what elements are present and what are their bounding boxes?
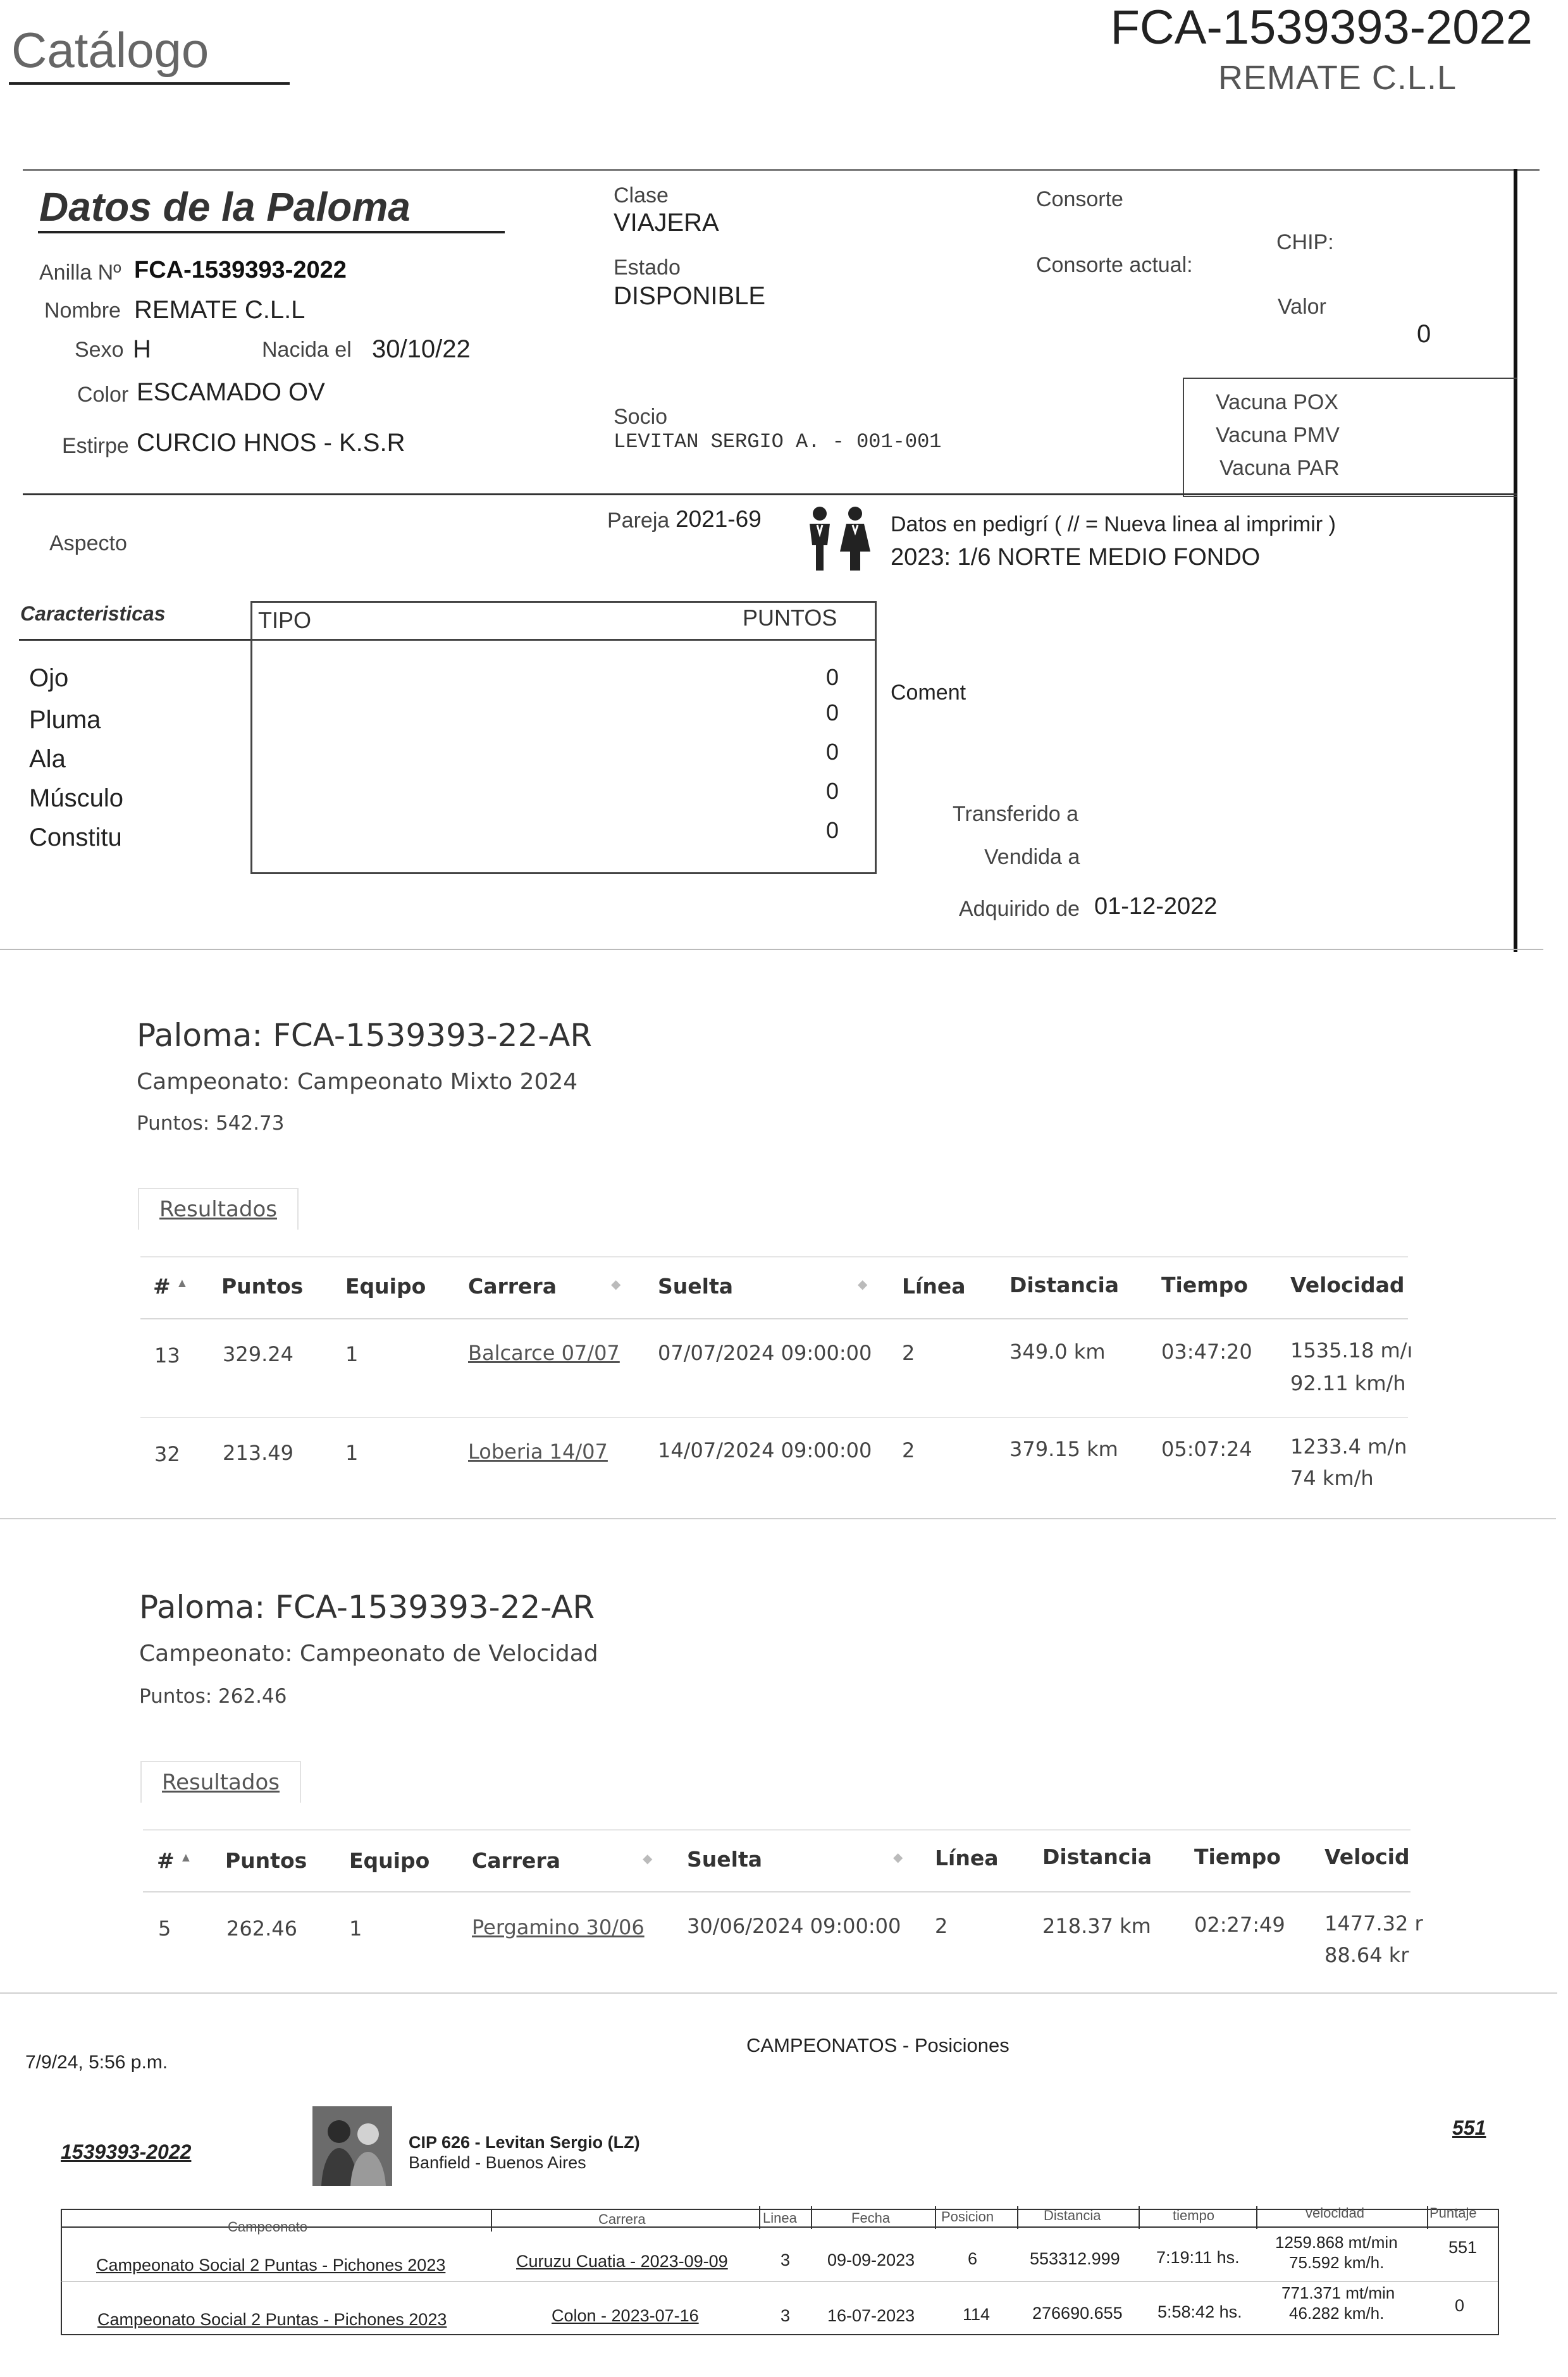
trait-points: 0	[826, 778, 839, 804]
col-header[interactable]: #	[157, 1848, 175, 1873]
trait-name: Constitu	[29, 824, 122, 851]
col-header[interactable]: Equipo	[345, 1274, 426, 1299]
race-link[interactable]: Loberia 14/07	[468, 1440, 608, 1464]
paloma-heading: Paloma: FCA-1539393-22-AR	[139, 1589, 595, 1626]
tab-resultados-label[interactable]: Resultados	[159, 1197, 277, 1222]
clase-label: Clase	[614, 183, 669, 207]
nacida-value: 30/10/22	[372, 335, 471, 363]
puntos-header: PUNTOS	[743, 605, 837, 631]
datos-section-title: Datos de la Paloma	[39, 184, 411, 230]
cp-cell-fecha: 09-09-2023	[827, 2250, 915, 2269]
col-header[interactable]: Distancia	[1009, 1273, 1120, 1297]
cell-suelta: 14/07/2024 09:00:00	[658, 1438, 872, 1462]
cell-linea: 2	[902, 1341, 915, 1365]
cp-cell-posicion: 6	[968, 2249, 978, 2268]
cell-equipo: 1	[345, 1342, 359, 1366]
col-header[interactable]: Carrera	[468, 1274, 557, 1299]
adquirido-value: 01-12-2022	[1094, 893, 1218, 920]
section-divider	[0, 1518, 1556, 1519]
race-link[interactable]: Pergamino 30/06	[472, 1915, 645, 1939]
col-header[interactable]: Línea	[902, 1274, 966, 1299]
color-label: Color	[77, 383, 129, 407]
cell-pos: 32	[154, 1442, 180, 1466]
socio-label: Socio	[614, 405, 668, 429]
cell-puntos: 213.49	[223, 1441, 293, 1465]
coment-label: Coment	[891, 681, 966, 705]
campeonato-subheading: Campeonato: Campeonato Mixto 2024	[137, 1069, 578, 1095]
valor-value: 0	[1417, 320, 1431, 348]
cp-col-header: velocidad	[1306, 2205, 1364, 2221]
anilla-value: FCA-1539393-2022	[134, 257, 347, 283]
socio-value: LEVITAN SERGIO A. - 001-001	[614, 430, 942, 454]
caracteristicas-underline	[19, 639, 250, 641]
couple-icon	[802, 505, 873, 573]
col-header[interactable]: Puntos	[221, 1274, 304, 1299]
table-divider	[143, 1829, 1411, 1831]
trait-points: 0	[826, 739, 839, 765]
datos-title-underline	[38, 231, 505, 233]
estado-value: DISPONIBLE	[614, 282, 766, 310]
sort-icon[interactable]: ◆	[643, 1852, 653, 1866]
cp-cell-fecha: 16-07-2023	[827, 2306, 915, 2325]
col-header[interactable]: Línea	[935, 1846, 999, 1870]
cell-pos: 5	[158, 1917, 171, 1941]
row-divider	[140, 1417, 1408, 1418]
table-header-divider	[143, 1891, 1411, 1892]
cp-cell-tiempo: 7:19:11 hs.	[1156, 2248, 1240, 2267]
cp-cell-posicion: 114	[963, 2305, 991, 2324]
header-bird-name: REMATE C.L.L	[1218, 59, 1457, 97]
cp-campeonato-link[interactable]: Campeonato Social 2 Puntas - Pichones 2023	[96, 2256, 446, 2275]
cp-col-header: Fecha	[851, 2210, 891, 2226]
cell-velocidad-kmh: 88.64 kr	[1324, 1943, 1409, 1967]
table-divider	[140, 1256, 1408, 1257]
estado-label: Estado	[614, 256, 681, 280]
adquirido-label: Adquirido de	[959, 897, 1080, 921]
cell-velocidad: 1233.4 m/n	[1290, 1435, 1407, 1459]
cell-pos: 13	[154, 1343, 180, 1368]
cell-tiempo: 05:07:24	[1161, 1437, 1252, 1461]
col-header[interactable]: Distancia	[1042, 1844, 1152, 1869]
col-header[interactable]: #	[153, 1274, 171, 1299]
cp-col-header: tiempo	[1173, 2207, 1215, 2223]
col-header[interactable]: Carrera	[472, 1848, 560, 1873]
tipo-header: TIPO	[258, 607, 312, 633]
consorte-label: Consorte	[1036, 187, 1123, 211]
cell-suelta: 07/07/2024 09:00:00	[658, 1341, 872, 1365]
pareja-label: Pareja	[607, 509, 670, 533]
cp-col-sep	[811, 2206, 812, 2229]
catalog-title-underline	[9, 82, 290, 85]
campeonatos-title: CAMPEONATOS - Posiciones	[746, 2034, 1009, 2056]
cell-velocidad: 1477.32 r	[1324, 1911, 1423, 1936]
color-value: ESCAMADO OV	[137, 378, 325, 406]
cp-col-header: Puntaje	[1429, 2205, 1477, 2221]
print-timestamp: 7/9/24, 5:56 p.m.	[25, 2052, 168, 2073]
trait-name: Ojo	[29, 664, 69, 692]
datos-middle-divider	[23, 493, 1517, 495]
datos-top-border	[23, 169, 1540, 171]
cell-suelta: 30/06/2024 09:00:00	[687, 1914, 901, 1938]
trait-points: 0	[826, 664, 839, 690]
estirpe-value: CURCIO HNOS - K.S.R	[137, 429, 405, 457]
cp-cell-distancia: 553312.999	[1030, 2249, 1120, 2268]
cell-distancia: 349.0 km	[1009, 1340, 1106, 1364]
cp-col-sep	[1017, 2206, 1018, 2229]
cp-cell-linea: 3	[781, 2250, 791, 2269]
cell-distancia: 218.37 km	[1042, 1914, 1151, 1938]
trait-points: 0	[826, 700, 839, 725]
cp-col-header: Carrera	[598, 2211, 646, 2227]
estirpe-label: Estirpe	[62, 434, 129, 458]
cp-col-sep	[1427, 2206, 1428, 2229]
cp-cell-puntaje: 551	[1448, 2238, 1478, 2257]
datos-bottom-edge	[0, 949, 1543, 950]
cell-velocidad-kmh: 92.11 km/h	[1290, 1371, 1406, 1395]
cell-distancia: 379.15 km	[1009, 1437, 1118, 1461]
col-header[interactable]: Velocid	[1324, 1844, 1410, 1869]
cp-col-header: Linea	[763, 2210, 797, 2226]
cp-carrera-link[interactable]: Curuzu Cuatia - 2023-09-09	[516, 2252, 728, 2271]
cp-campeonato-link[interactable]: Campeonato Social 2 Puntas - Pichones 2023	[97, 2310, 447, 2329]
cell-linea: 2	[935, 1914, 948, 1938]
nombre-label: Nombre	[44, 299, 121, 323]
total-points: 551	[1452, 2116, 1486, 2139]
table-header-divider	[140, 1318, 1408, 1319]
chip-label: CHIP:	[1276, 230, 1334, 254]
col-header[interactable]: Tiempo	[1194, 1844, 1281, 1869]
cell-velocidad-kmh: 74 km/h	[1290, 1466, 1374, 1490]
tab-resultados-label[interactable]: Resultados	[162, 1770, 280, 1795]
tipo-puntos-table	[250, 601, 877, 874]
ring-number: 1539393-2022	[61, 2140, 192, 2163]
tipo-table-header-divider	[250, 639, 875, 641]
nacida-label: Nacida el	[262, 338, 352, 362]
col-header[interactable]: Suelta	[687, 1847, 762, 1872]
owner-name: CIP 626 - Levitan Sergio (LZ)	[409, 2133, 640, 2152]
section-divider	[0, 1992, 1557, 1994]
race-link[interactable]: Balcarce 07/07	[468, 1341, 620, 1365]
sort-asc-icon[interactable]: ▲	[176, 1276, 188, 1290]
cp-carrera-link[interactable]: Colon - 2023-07-16	[552, 2306, 699, 2325]
puntos-total: Puntos: 542.73	[137, 1112, 285, 1135]
cp-cell-linea: 3	[781, 2306, 791, 2325]
trait-name: Músculo	[29, 784, 123, 812]
vacuna-pmv-label: Vacuna PMV	[1216, 423, 1340, 447]
sort-icon[interactable]: ◆	[611, 1278, 621, 1292]
sort-icon[interactable]: ◆	[893, 1851, 903, 1865]
paloma-heading: Paloma: FCA-1539393-22-AR	[137, 1017, 593, 1054]
cell-equipo: 1	[349, 1917, 362, 1941]
col-header[interactable]: Equipo	[349, 1848, 430, 1873]
cp-col-sep	[1139, 2206, 1140, 2229]
pareja-value: 2021-69	[676, 506, 762, 532]
cp-col-sep	[1256, 2206, 1257, 2229]
cp-col-header: Posicion	[941, 2209, 994, 2225]
col-header[interactable]: Puntos	[225, 1848, 307, 1873]
pedigri-label: Datos en pedigrí ( // = Nueva linea al imprimir )	[891, 512, 1336, 536]
cp-cell-velocidad-kmh: 75.592 km/h.	[1289, 2253, 1385, 2272]
cell-linea: 2	[902, 1438, 915, 1462]
nombre-value: REMATE C.L.L	[134, 296, 306, 324]
trait-points: 0	[826, 817, 839, 843]
sort-asc-icon[interactable]: ▲	[180, 1851, 192, 1865]
catalog-title: Catálogo	[11, 22, 209, 78]
campeonato-subheading: Campeonato: Campeonato de Velocidad	[139, 1641, 598, 1667]
cell-puntos: 262.46	[226, 1917, 297, 1941]
vacuna-par-label: Vacuna PAR	[1219, 456, 1340, 480]
col-header[interactable]: Suelta	[658, 1274, 733, 1299]
sexo-label: Sexo	[75, 338, 124, 362]
owner-photo	[312, 2106, 392, 2186]
col-header[interactable]: Velocidad	[1290, 1273, 1405, 1297]
header-bird-id: FCA-1539393-2022	[1110, 1, 1533, 54]
cp-cell-distancia: 276690.655	[1032, 2304, 1123, 2323]
cp-cell-puntaje: 0	[1455, 2296, 1465, 2315]
cp-col-sep	[935, 2206, 936, 2229]
consorte-actual-label: Consorte actual:	[1036, 253, 1193, 277]
trait-name: Ala	[29, 745, 66, 773]
pedigri-value: 2023: 1/6 NORTE MEDIO FONDO	[891, 544, 1261, 571]
sexo-value: H	[133, 335, 151, 363]
caracteristicas-label: Caracteristicas	[20, 602, 166, 625]
datos-right-border	[1514, 169, 1517, 952]
cp-col-sep	[491, 2209, 492, 2232]
sort-icon[interactable]: ◆	[858, 1278, 868, 1292]
valor-label: Valor	[1278, 295, 1326, 319]
cell-equipo: 1	[345, 1441, 359, 1465]
owner-location: Banfield - Buenos Aires	[409, 2153, 586, 2172]
cp-cell-tiempo: 5:58:42 hs.	[1157, 2302, 1242, 2321]
col-header[interactable]: Tiempo	[1161, 1273, 1248, 1297]
cp-cell-velocidad-kmh: 46.282 km/h.	[1289, 2304, 1385, 2323]
trait-name: Pluma	[29, 706, 101, 734]
cp-cell-velocidad: 771.371 mt/min	[1281, 2283, 1395, 2302]
cp-col-header: Campeonato	[228, 2219, 307, 2235]
cell-puntos: 329.24	[223, 1342, 293, 1366]
cp-col-header: Distancia	[1044, 2207, 1101, 2223]
cell-tiempo: 03:47:20	[1161, 1340, 1252, 1364]
clase-value: VIAJERA	[614, 209, 719, 237]
cell-velocidad: 1535.18 m/ı	[1290, 1338, 1413, 1362]
transferido-label: Transferido a	[953, 802, 1079, 826]
vacuna-pox-label: Vacuna POX	[1216, 390, 1339, 414]
cp-cell-velocidad: 1259.868 mt/min	[1275, 2233, 1398, 2252]
anilla-label: Anilla Nº	[39, 261, 121, 285]
vendida-label: Vendida a	[984, 845, 1080, 869]
cp-col-sep	[759, 2206, 760, 2229]
cell-tiempo: 02:27:49	[1194, 1913, 1285, 1937]
puntos-total: Puntos: 262.46	[139, 1685, 287, 1708]
aspecto-label: Aspecto	[49, 531, 127, 555]
